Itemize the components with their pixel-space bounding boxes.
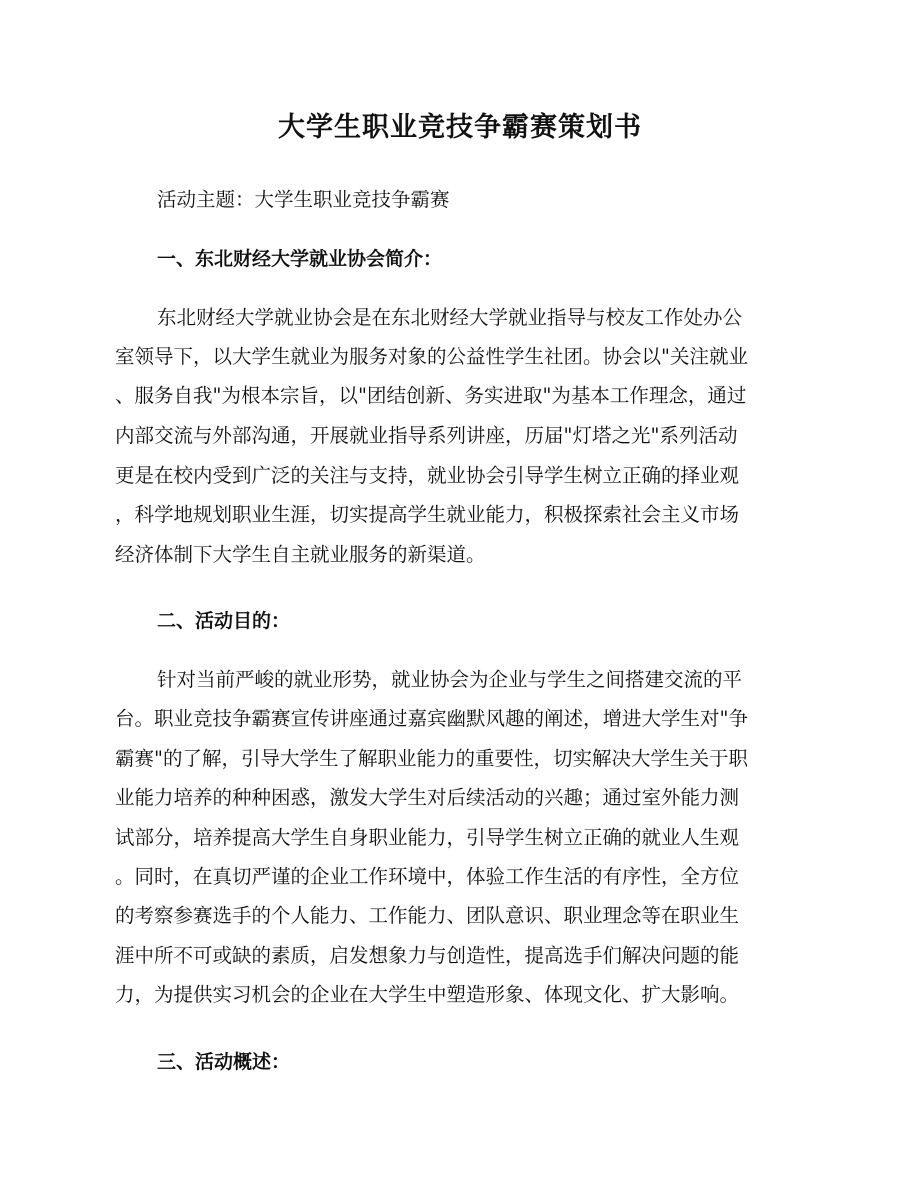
section2-line: 霸赛"的了解，引导大学生了解职业能力的重要性，切实解决大学生关于职: [115, 747, 748, 770]
section2-line: 。同时，在真切严谨的企业工作环境中，体验工作生活的有序性，全方位: [115, 865, 740, 888]
section1-line: 更是在校内受到广泛的关注与支持，就业协会引导学生树立正确的择业观: [115, 464, 740, 487]
section2-line: 针对当前严峻的就业形势，就业协会为企业与学生之间搭建交流的平: [157, 668, 743, 691]
section3-heading: 三、活动概述：: [157, 1051, 291, 1073]
section1-line: ，科学地规划职业生涯，切实提高学生就业能力，积极探索社会主义市场: [115, 503, 740, 526]
section2-line: 业能力培养的种种困惑，激发大学生对后续活动的兴趣；通过室外能力测: [115, 786, 740, 809]
section1-line: 经济体制下大学生自主就业服务的新渠道。: [115, 543, 486, 566]
section1-line: 内部交流与外部沟通，开展就业指导系列讲座，历届"灯塔之光"系列活动: [115, 424, 738, 447]
section2-line: 涯中所不可或缺的素质，启发想象力与创造性，提高选手们解决问题的能: [115, 944, 740, 967]
section2-line: 试部分，培养提高大学生自身职业能力，引导学生树立正确的就业人生观: [115, 826, 740, 849]
section1-line: 、服务自我"为根本宗旨，以"团结创新、务实进取"为基本工作理念，通过: [115, 384, 747, 407]
section1-line: 东北财经大学就业协会是在东北财经大学就业指导与校友工作处办公: [157, 306, 743, 329]
theme-line: 活动主题：大学生职业竞技争霸赛: [157, 188, 450, 211]
section1-heading: 一、东北财经大学就业协会简介：: [157, 248, 443, 270]
section2-line: 的考察参赛选手的个人能力、工作能力、团队意识、职业理念等在职业生: [115, 904, 740, 927]
document-title: 大学生职业竞技争霸赛策划书: [278, 112, 642, 143]
section2-heading: 二、活动目的：: [157, 610, 291, 632]
section1-line: 室领导下，以大学生就业为服务对象的公益性学生社团。协会以"关注就业: [115, 345, 748, 368]
section2-line: 台。职业竞技争霸赛宣传讲座通过嘉宾幽默风趣的阐述，增进大学生对"争: [115, 707, 748, 730]
section2-line: 力，为提供实习机会的企业在大学生中塑造形象、体现文化、扩大影响。: [115, 983, 740, 1006]
